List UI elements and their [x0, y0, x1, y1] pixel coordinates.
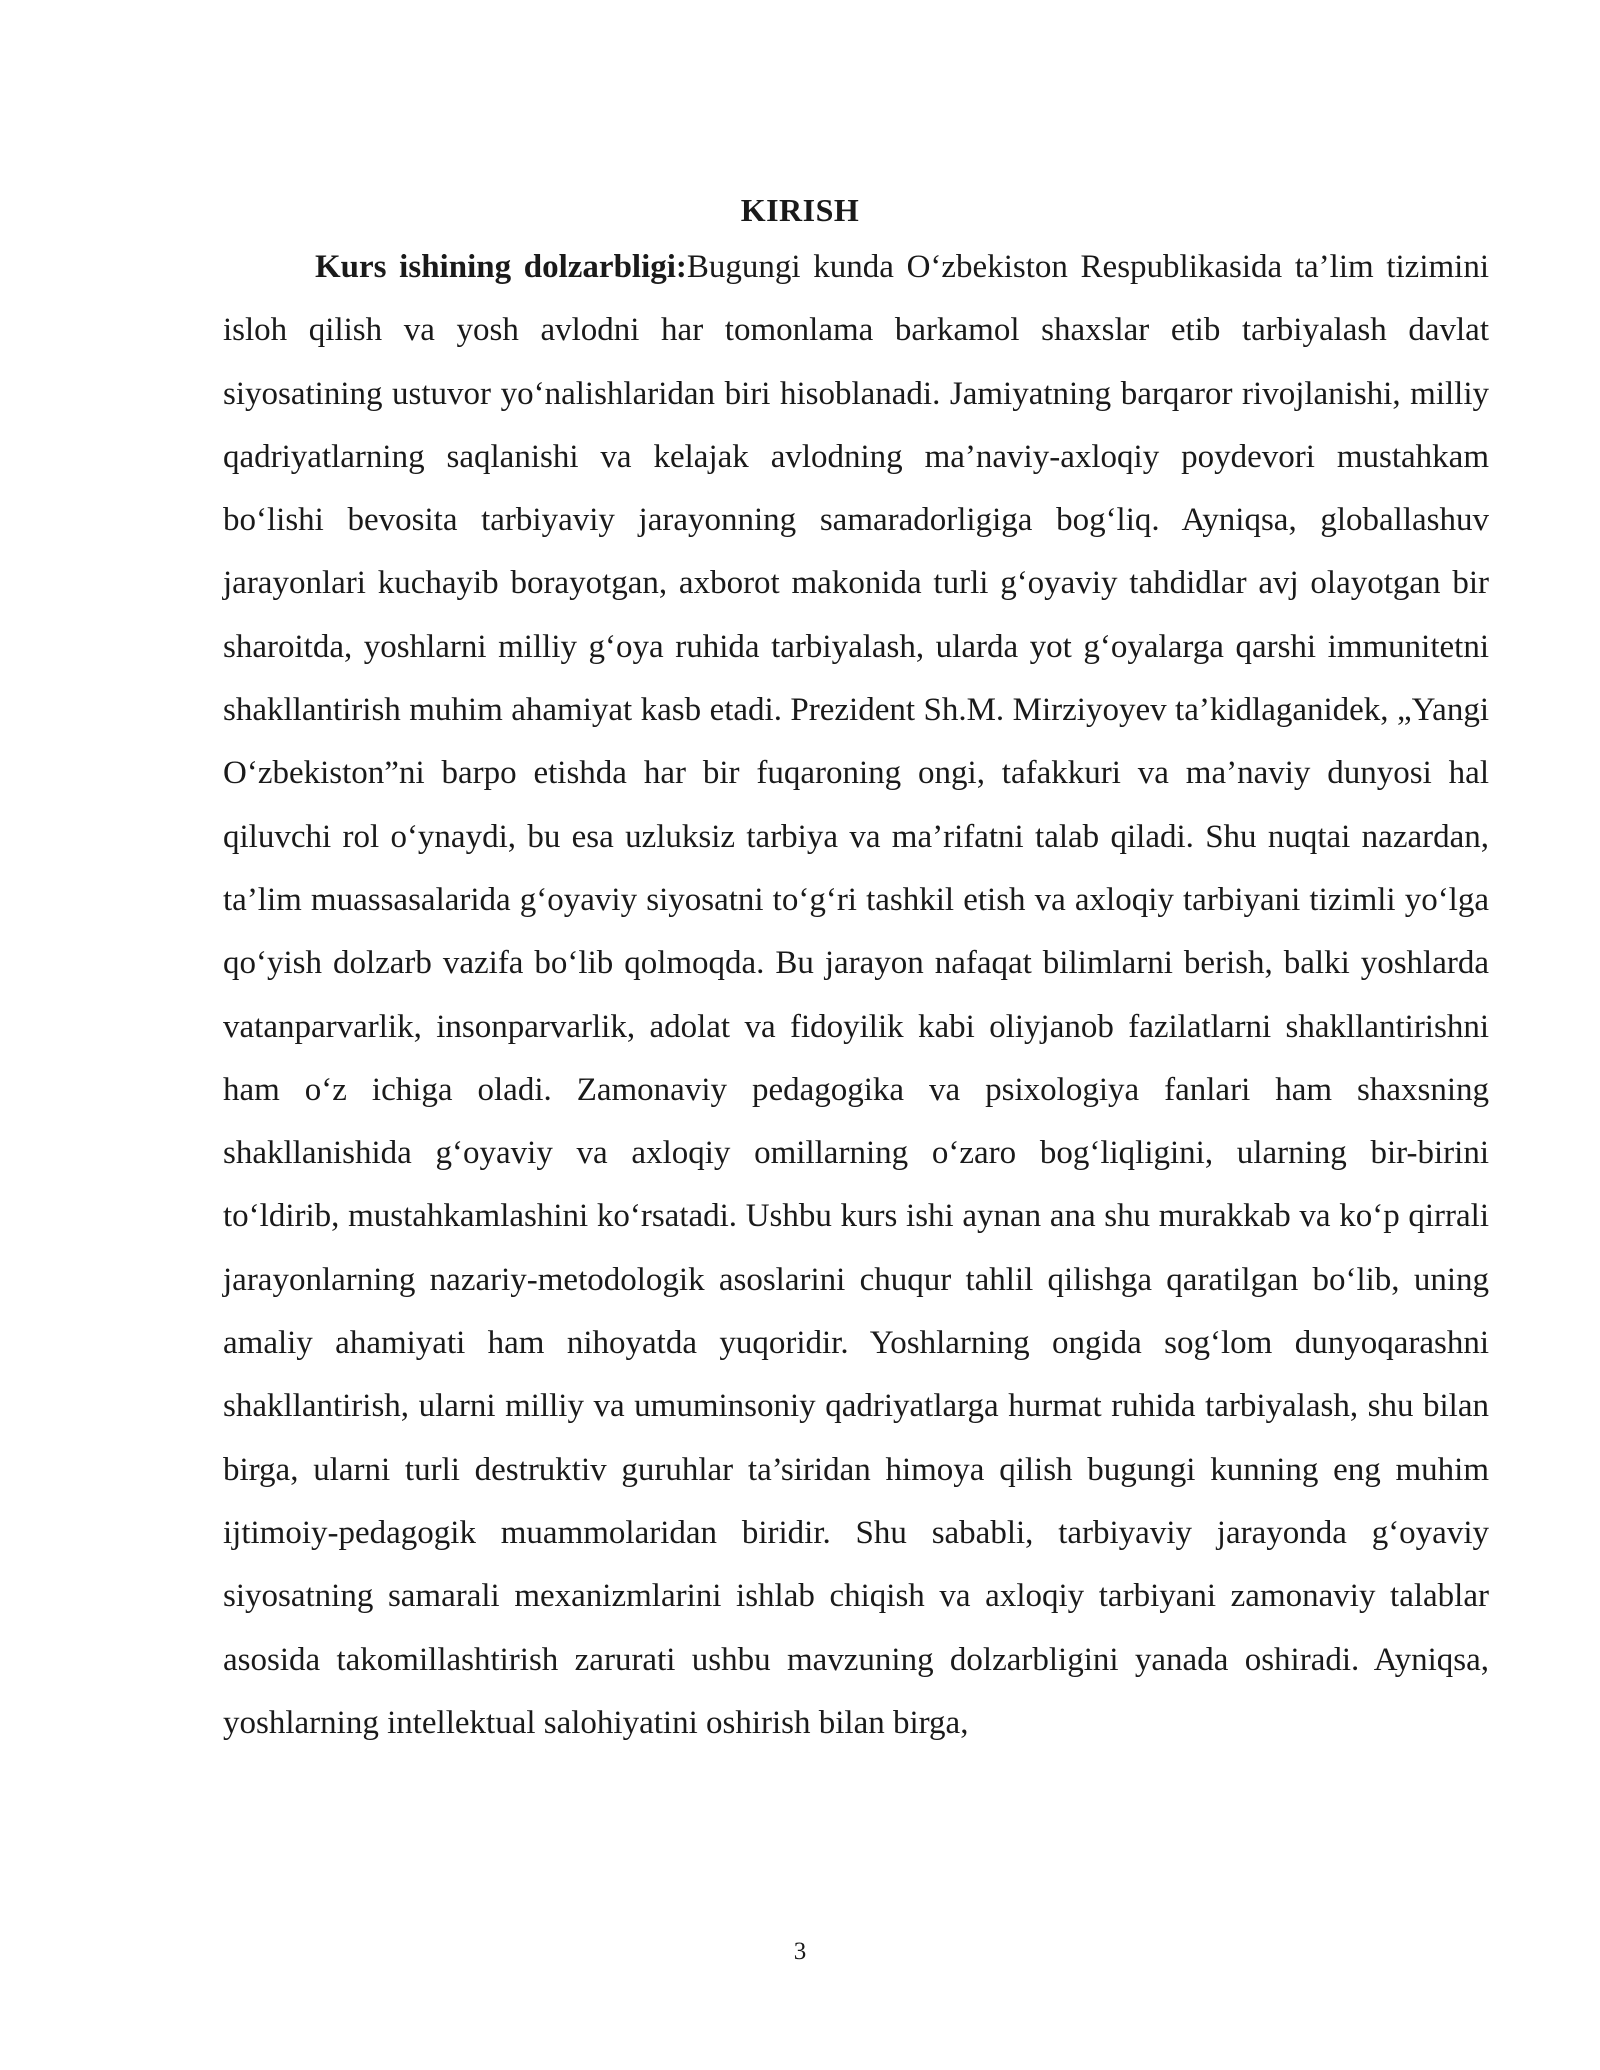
body-text: Bugungi kunda O‘zbekiston Respublikasida ta’lim tizimini isloh qilish va yosh avlodni har tomonlama barkamol shaxslar etib tarbiyalash davlat siyosatining ustuvor yo‘nalishlaridan biri hisoblanadi. Jamiyatning barqaror rivojlanishi, milliy qadriyatlarning saqlanishi va kelajak avlodning ma’naviy-axloqiy poydevori mustahkam bo‘lishi bevosita tarbiyaviy jarayonning samaradorligiga bog‘liq. Ayniqsa, globallashuv jarayonlari kuchayib borayotgan, axborot makonida turli g‘oyaviy tahdidlar avj olayotgan bir sharoitda, yoshlarni milliy g‘oya ruhida tarbiyalash, ularda yot g‘oyalarga qarshi immunitetni shakllantirish muhim ahamiyat kasb etadi. Prezident Sh.M. Mirziyoyev ta’kidlaganidek, „Yangi O‘zbekiston”ni barpo etishda har bir fuqaroning ongi, tafakkuri va ma’naviy dunyosi hal qiluvchi rol o‘ynaydi, bu esa uzluksiz tarbiya va ma’rifatni talab qiladi. Shu nuqtai nazardan, ta’lim muassasalarida g‘oyaviy siyosatni to‘g‘ri tashkil etish va axloqiy tarbiyani tizimli yo‘lga qo‘yish dolzarb vazifa bo‘lib qolmoqda. Bu jarayon nafaqat bilimlarni berish, balki yoshlarda vatanparvarlik, insonparvarlik, adolat va fidoyilik kabi oliyjanob fazilatlarni shakllantirishni ham o‘z ichiga oladi. Zamonaviy pedagogika va psixologiya fanlari ham shaxsning shakllanishida g‘oyaviy va axloqiy omillarning o‘zaro bog‘liqligini, ularning bir-birini to‘ldirib, mustahkamlashini ko‘rsatadi. Ushbu kurs ishi aynan ana shu murakkab va ko‘p qirrali jarayonlarning nazariy-metodologik asoslarini chuqur tahlil qilishga qaratilgan bo‘lib, uning amaliy ahamiyati ham nihoyatda yuqoridir. Yoshlarning ongida sog‘lom dunyoqarashni shakllantirish, ularni milliy va umuminsoniy qadriyatlarga hurmat ruhida tarbiyalash, shu bilan birga, ularni turli destruktiv guruhlar ta’siridan himoya qilish bugungi kunning eng muhim ijtimoiy-pedagogik muammolaridan biridir. Shu sababli, tarbiyaviy jarayonda g‘oyaviy siyosatning samarali mexanizmlarini ishlab chiqish va axloqiy tarbiyani zamonaviy talablar asosida takomillashtirish zarurati ushbu mavzuning dolzarbligini yanada oshiradi. Ayniqsa, yoshlarning intellektual salohiyatini oshirish bilan birga,: [223, 249, 1489, 1741]
body-paragraph: [223, 236, 1489, 1755]
page-number: 3: [793, 1938, 807, 1965]
lead-label: Kurs ishining dolzarbligi:: [315, 249, 687, 285]
section-heading: KIRISH: [740, 192, 860, 228]
